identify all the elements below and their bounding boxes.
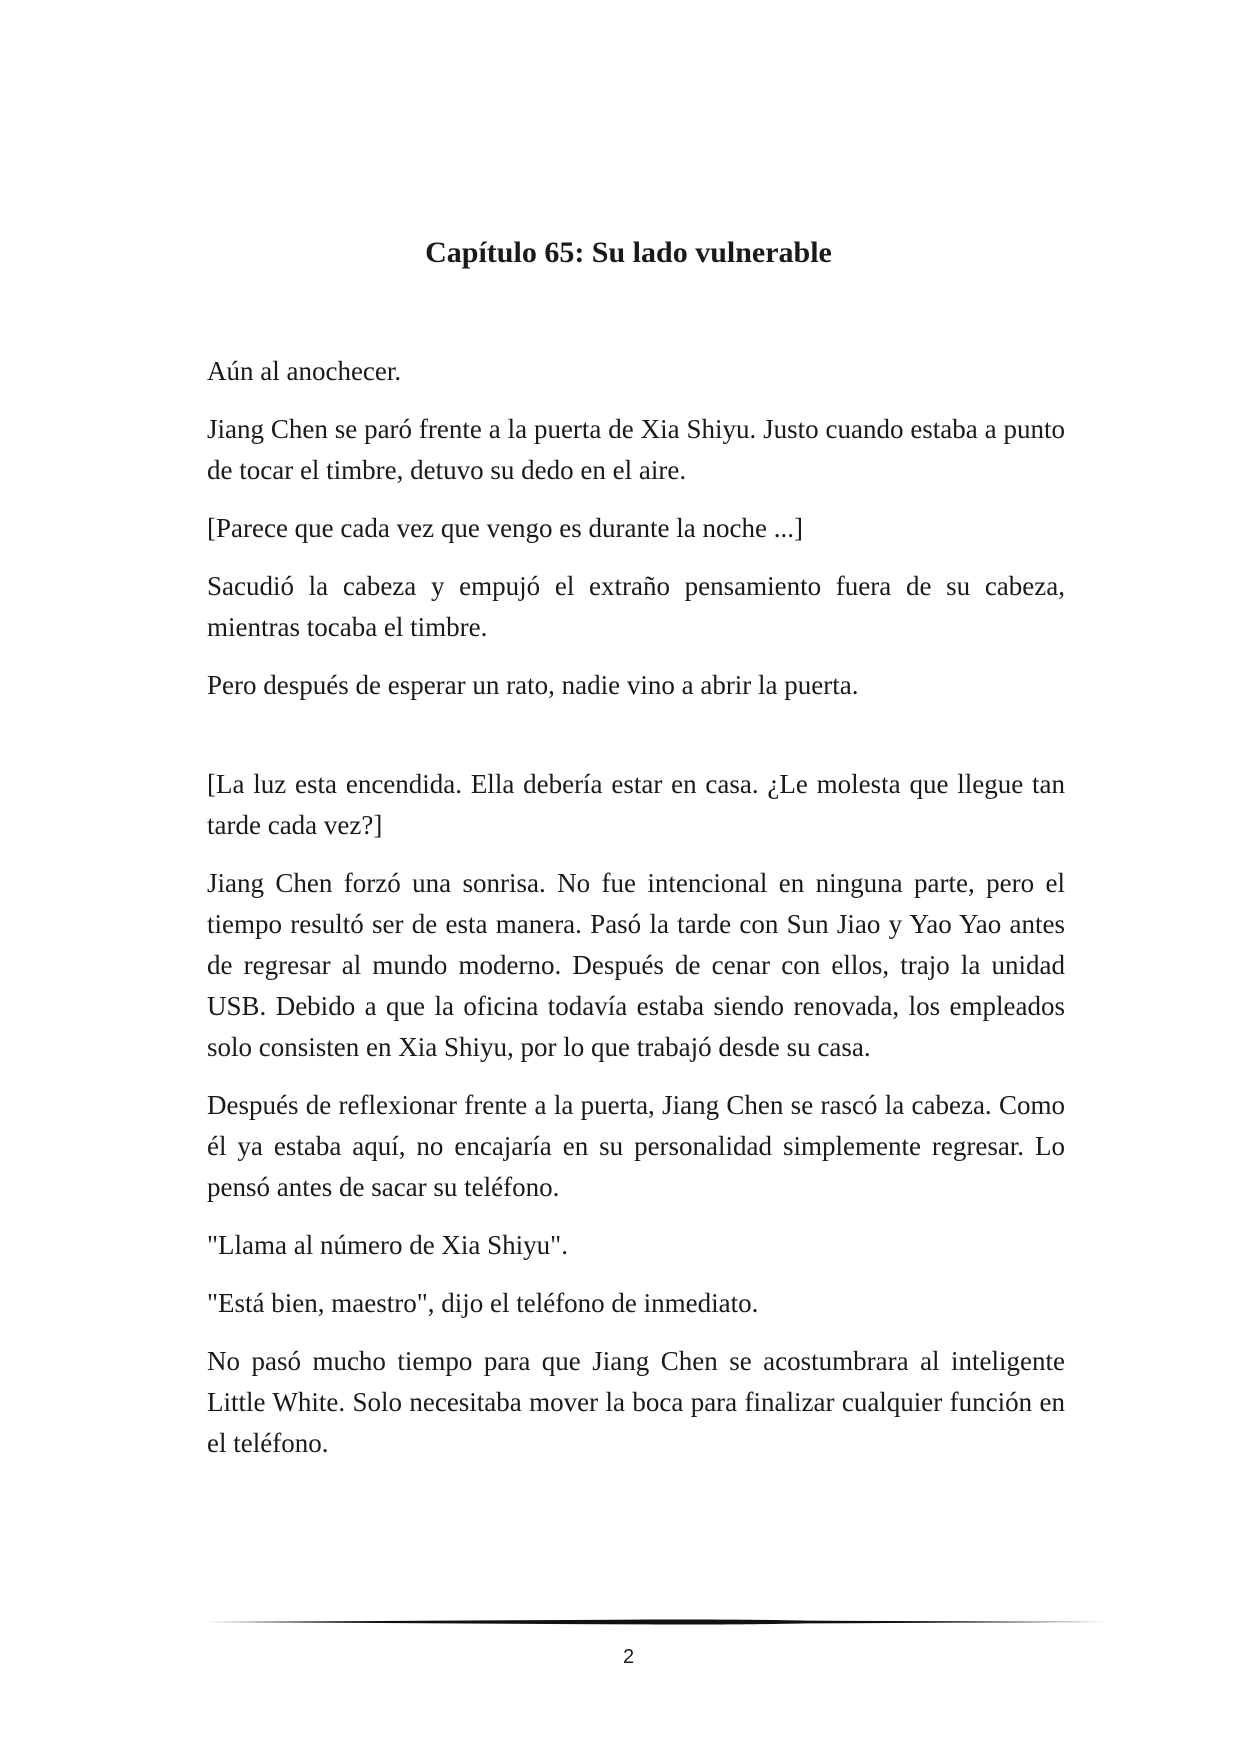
chapter-body [207,351,1065,1481]
page-number: 2 [622,1646,635,1668]
paragraph: Aún al anochecer. [207,356,402,386]
chapter-title: Capítulo 65: Su lado vulnerable [425,236,832,269]
paragraph: "Llama al número de Xia Shiyu". [207,1230,568,1260]
paragraph: Jiang Chen forzó una sonrisa. No fue intencional en ninguna parte, pero el tiempo resultó ser de esta manera. Pasó la tarde con Sun Jiao y Yao Yao antes de regresar al mundo moderno. Después de cenar con ellos, trajo la unidad USB. Debido a que la oficina todavía estaba siendo renovada, los empleados solo consisten en Xia Shiyu, por lo que trabajó desde su casa. [207,868,1065,1062]
paragraph: Sacudió la cabeza y empujó el extraño pensamiento fuera de su cabeza, mientras tocaba el timbre. [207,571,1065,642]
footer-divider [207,1617,1107,1627]
paragraph: [Parece que cada vez que vengo es durante la noche ...] [207,513,803,543]
paragraph: No pasó mucho tiempo para que Jiang Chen se acostumbrara al inteligente Little White. Solo necesitaba mover la boca para finalizar cualquier función en el teléfono. [207,1346,1065,1458]
paragraph: Pero después de esperar un rato, nadie vino a abrir la puerta. [207,670,859,700]
paragraph: Jiang Chen se paró frente a la puerta de Xia Shiyu. Justo cuando estaba a punto de tocar el timbre, detuvo su dedo en el aire. [207,414,1065,485]
paragraph: Después de reflexionar frente a la puerta, Jiang Chen se rascó la cabeza. Como él ya estaba aquí, no encajaría en su personalidad simplemente regresar. Lo pensó antes de sacar su teléfono. [207,1090,1065,1202]
paragraph: "Está bien, maestro", dijo el teléfono de inmediato. [207,1288,759,1318]
paragraph: [La luz esta encendida. Ella debería estar en casa. ¿Le molesta que llegue tan tarde cada vez?] [207,769,1065,840]
